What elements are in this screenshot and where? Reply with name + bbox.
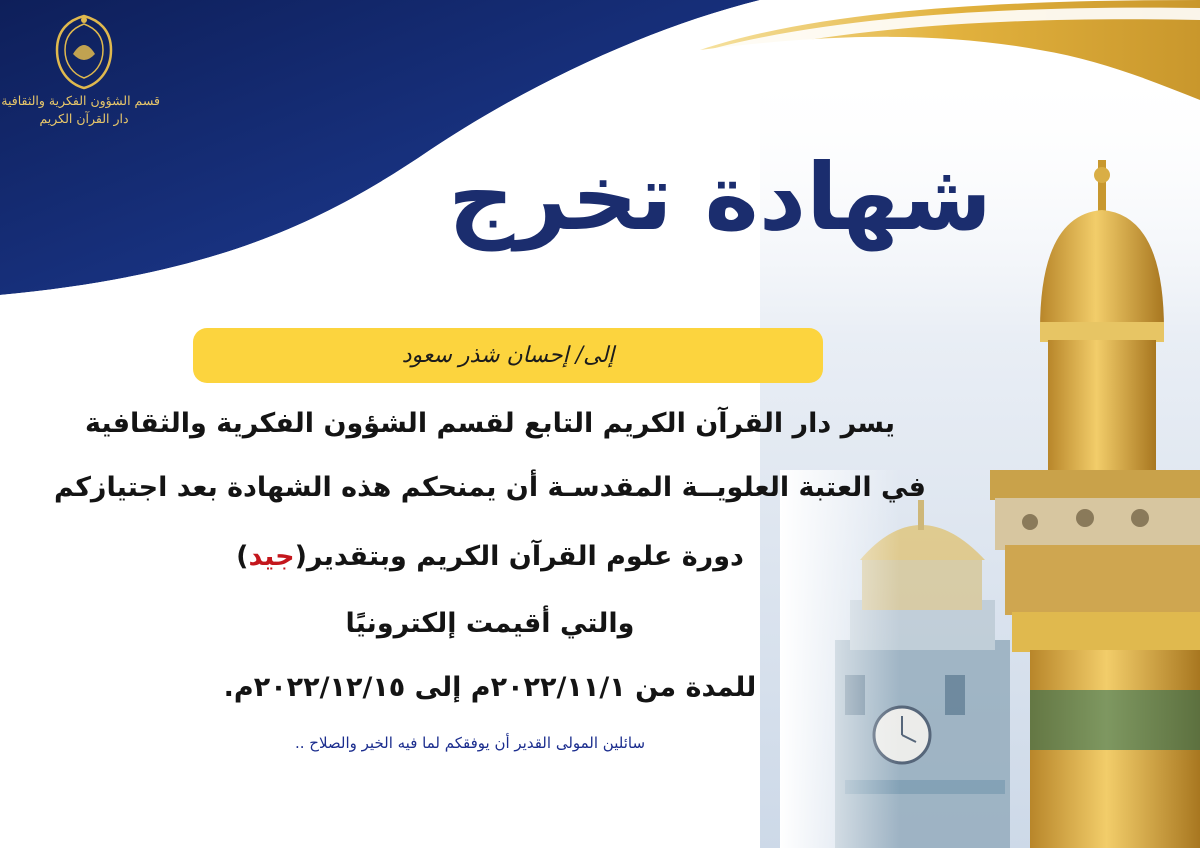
body-line-1: يسر دار القرآن الكريم التابع لقسم الشؤون الفكرية والثقافية <box>84 408 896 439</box>
clock-tower-fade <box>780 470 900 848</box>
course-prefix: دورة علوم القرآن الكريم وبتقدير( <box>294 541 744 572</box>
certificate-title: شهادة تخرج <box>448 144 992 251</box>
recipient-banner: إلى/ إحسان شذر سعود <box>193 328 823 383</box>
logo-line-1: قسم الشؤون الفكرية والثقافية <box>1 93 160 108</box>
period-line: للمدة من ٢٠٢٢/١١/١م إلى ٢٠٢٢/١٢/١٥م. <box>223 672 757 703</box>
seal-icon <box>49 12 119 92</box>
closing-wish: سائلين المولى القدير أن يوفقكم لما فيه الخير والصلاح .. <box>294 734 646 752</box>
online-line: والتي أقيمت إلكترونيًا <box>345 608 635 639</box>
body-line-2: في العتبة العلويــة المقدسـة أن يمنحكم هذه الشهادة بعد اجتيازكم <box>54 472 926 503</box>
grade-value: جيد <box>248 541 295 572</box>
logo-line-2: دار القرآن الكريم <box>39 111 129 126</box>
course-suffix: ) <box>236 541 249 572</box>
course-line <box>40 541 940 572</box>
institution-logo <box>1 12 160 172</box>
